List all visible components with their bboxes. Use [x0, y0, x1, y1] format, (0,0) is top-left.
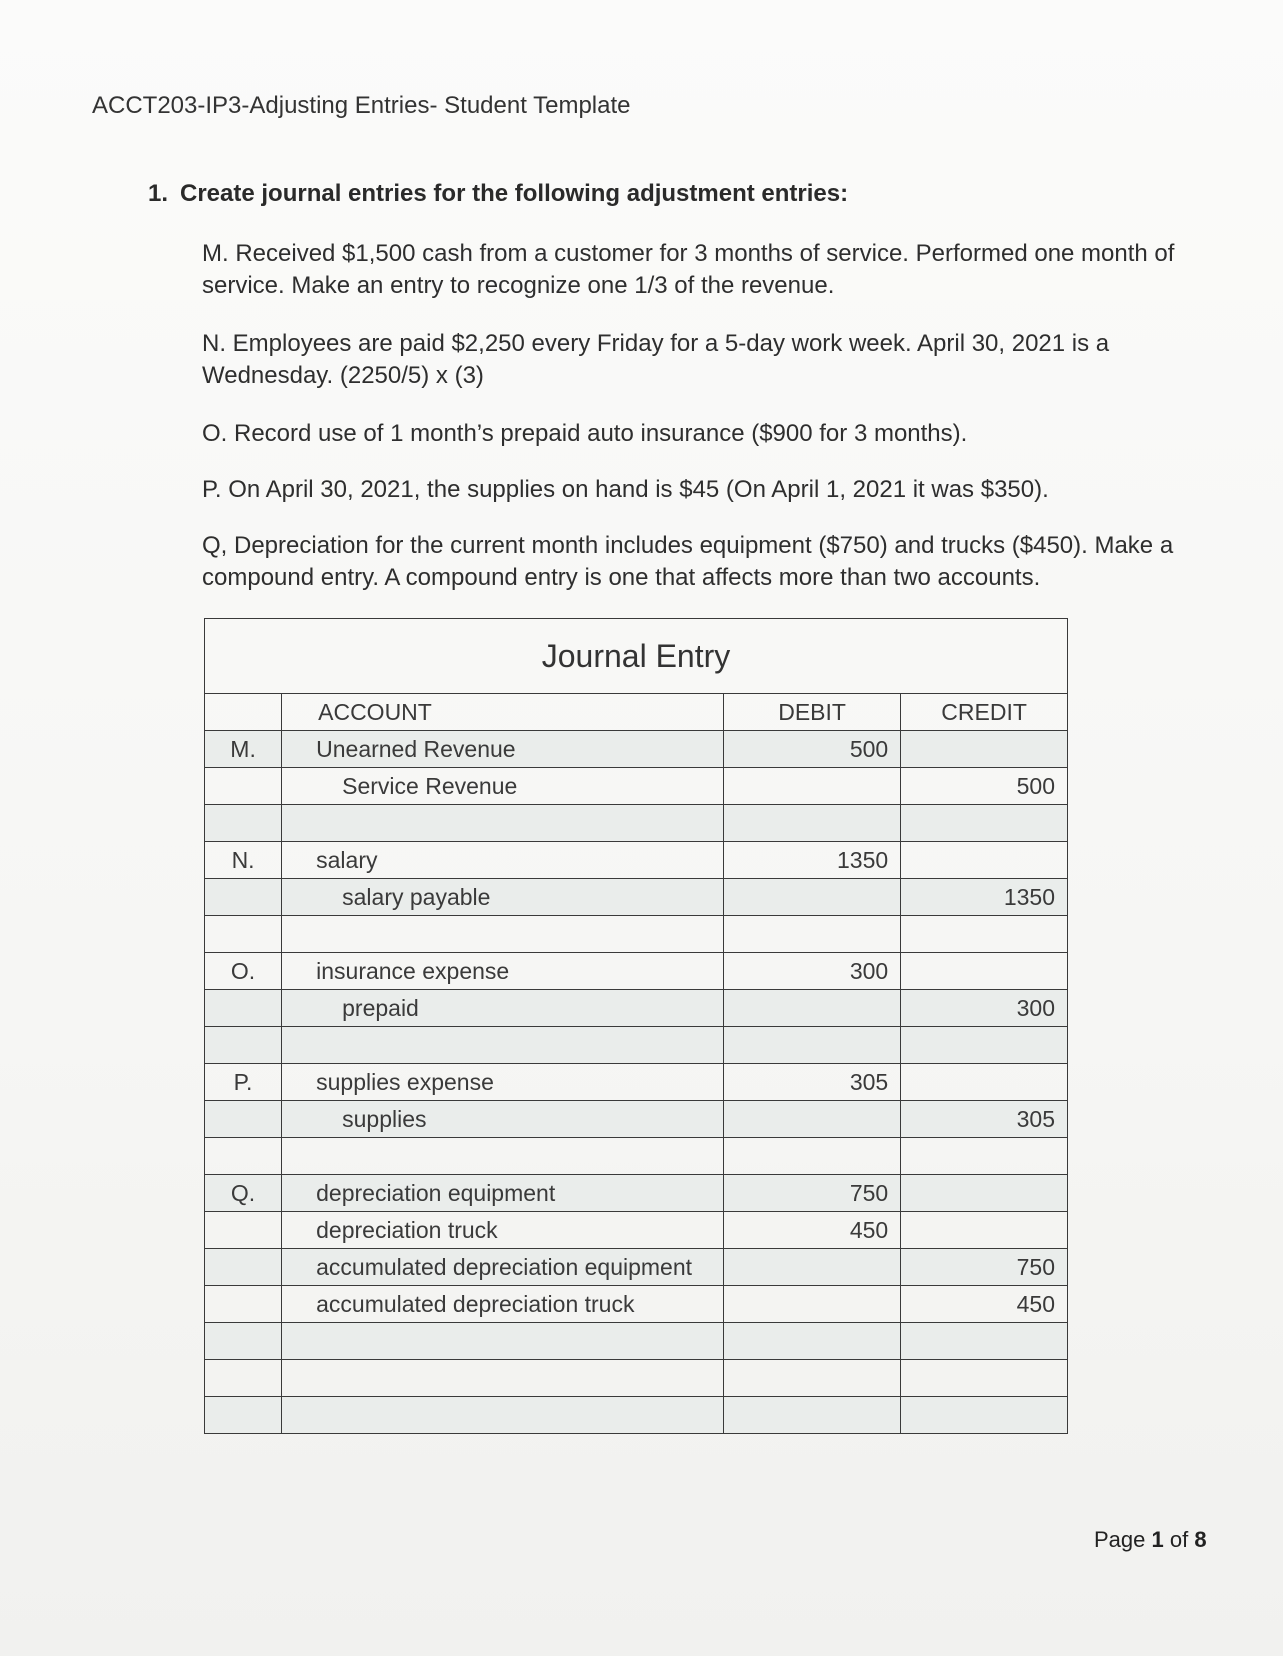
journal-header-row: [205, 694, 1068, 731]
credit-cell: [901, 805, 1068, 842]
account-cell: [282, 1397, 724, 1434]
of-word: of: [1169, 1527, 1189, 1552]
journal-row: [205, 1175, 1068, 1212]
debit-cell: [724, 1027, 901, 1064]
entry-label: [205, 1249, 282, 1286]
debit-cell: 1350: [724, 842, 901, 879]
account-cell: supplies: [282, 1101, 724, 1138]
credit-cell: [901, 842, 1068, 879]
credit-cell: [901, 1175, 1068, 1212]
account-cell: salary payable: [282, 879, 724, 916]
task-n: N. Employees are paid $2,250 every Friday for a 5-day work week. April 30, 2021 is a Wednesday. (2250/5) x (3): [202, 330, 1110, 389]
page-indicator: [1094, 1527, 1207, 1553]
account-cell: Unearned Revenue: [282, 731, 724, 768]
entry-label: [205, 1138, 282, 1175]
entry-label: P.: [205, 1064, 282, 1101]
journal-row: [205, 1286, 1068, 1323]
journal-entry-table: [204, 618, 1068, 1434]
debit-cell: [724, 1138, 901, 1175]
task-m: M. Received $1,500 cash from a customer for 3 months of service. Performed one month of service. Make an entry to recognize one 1/3 of the revenue.: [202, 240, 1175, 299]
journal-row: [205, 1323, 1068, 1360]
credit-cell: [901, 1064, 1068, 1101]
debit-cell: [724, 990, 901, 1027]
credit-cell: [901, 1138, 1068, 1175]
journal-row: [205, 842, 1068, 879]
debit-cell: 500: [724, 731, 901, 768]
journal-row: [205, 1249, 1068, 1286]
credit-cell: 300: [901, 990, 1068, 1027]
debit-cell: 305: [724, 1064, 901, 1101]
account-cell: insurance expense: [282, 953, 724, 990]
entry-label: [205, 1027, 282, 1064]
account-cell: [282, 916, 724, 953]
account-cell: [282, 1027, 724, 1064]
entry-label: [205, 879, 282, 916]
entry-label: [205, 916, 282, 953]
account-cell: [282, 1138, 724, 1175]
account-cell: accumulated depreciation truck: [282, 1286, 724, 1323]
task-q: Q, Depreciation for the current month includes equipment ($750) and trucks ($450). Make a compound entry. A compound entry is one that affects more than two accounts.: [202, 532, 1174, 591]
journal-row: [205, 916, 1068, 953]
journal-row: [205, 953, 1068, 990]
account-cell: accumulated depreciation equipment: [282, 1249, 724, 1286]
account-cell: salary: [282, 842, 724, 879]
journal-body: [205, 731, 1068, 1434]
journal-row: [205, 1138, 1068, 1175]
journal-row: [205, 805, 1068, 842]
entry-label: M.: [205, 731, 282, 768]
entry-label: [205, 1323, 282, 1360]
credit-cell: [901, 1212, 1068, 1249]
task-o: O. Record use of 1 month’s prepaid auto insurance ($900 for 3 months).: [202, 420, 968, 447]
journal-table-title: Journal Entry: [205, 619, 1068, 694]
journal-row: [205, 1027, 1068, 1064]
account-column-header: ACCOUNT: [282, 694, 724, 731]
account-cell: [282, 1323, 724, 1360]
credit-cell: [901, 731, 1068, 768]
credit-cell: [901, 1323, 1068, 1360]
account-cell: [282, 1360, 724, 1397]
entry-label: N.: [205, 842, 282, 879]
debit-cell: [724, 1360, 901, 1397]
question-number: 1.: [147, 180, 168, 207]
account-cell: supplies expense: [282, 1064, 724, 1101]
debit-cell: [724, 1286, 901, 1323]
entry-label: [205, 1212, 282, 1249]
entry-label: [205, 768, 282, 805]
credit-cell: [901, 953, 1068, 990]
debit-cell: [724, 768, 901, 805]
total-pages: 8: [1194, 1527, 1207, 1552]
account-cell: Service Revenue: [282, 768, 724, 805]
account-cell: depreciation truck: [282, 1212, 724, 1249]
entry-label: [205, 805, 282, 842]
entry-label: [205, 1286, 282, 1323]
entry-label: Q.: [205, 1175, 282, 1212]
entry-label: [205, 990, 282, 1027]
entry-label: [205, 1101, 282, 1138]
debit-cell: 450: [724, 1212, 901, 1249]
credit-cell: 750: [901, 1249, 1068, 1286]
journal-row: [205, 879, 1068, 916]
journal-row: [205, 990, 1068, 1027]
debit-cell: [724, 1101, 901, 1138]
account-cell: [282, 805, 724, 842]
credit-cell: [901, 1360, 1068, 1397]
journal-row: [205, 1212, 1068, 1249]
task-p: P. On April 30, 2021, the supplies on hand is $45 (On April 1, 2021 it was $350).: [202, 476, 1049, 503]
credit-column-header: CREDIT: [901, 694, 1068, 731]
account-cell: prepaid: [282, 990, 724, 1027]
page-word: Page: [1094, 1527, 1146, 1552]
debit-cell: [724, 1249, 901, 1286]
journal-row: [205, 731, 1068, 768]
document-title: ACCT203-IP3-Adjusting Entries- Student Template: [92, 92, 631, 119]
credit-cell: [901, 1027, 1068, 1064]
debit-cell: [724, 916, 901, 953]
journal-row: [205, 768, 1068, 805]
entry-label: [205, 1360, 282, 1397]
debit-cell: [724, 1323, 901, 1360]
debit-cell: 750: [724, 1175, 901, 1212]
journal-row: [205, 1397, 1068, 1434]
account-cell: depreciation equipment: [282, 1175, 724, 1212]
label-column-header: [205, 694, 282, 731]
question-heading: [128, 180, 848, 208]
journal-row: [205, 1360, 1068, 1397]
debit-cell: 300: [724, 953, 901, 990]
credit-cell: [901, 1397, 1068, 1434]
credit-cell: 500: [901, 768, 1068, 805]
journal-row: [205, 1101, 1068, 1138]
journal-row: [205, 1064, 1068, 1101]
entry-label: [205, 1397, 282, 1434]
current-page: 1: [1151, 1527, 1164, 1552]
debit-cell: [724, 805, 901, 842]
debit-cell: [724, 879, 901, 916]
question-text: Create journal entries for the following adjustment entries:: [180, 180, 849, 207]
credit-cell: 1350: [901, 879, 1068, 916]
credit-cell: 305: [901, 1101, 1068, 1138]
credit-cell: 450: [901, 1286, 1068, 1323]
debit-cell: [724, 1397, 901, 1434]
credit-cell: [901, 916, 1068, 953]
debit-column-header: DEBIT: [724, 694, 901, 731]
entry-label: O.: [205, 953, 282, 990]
